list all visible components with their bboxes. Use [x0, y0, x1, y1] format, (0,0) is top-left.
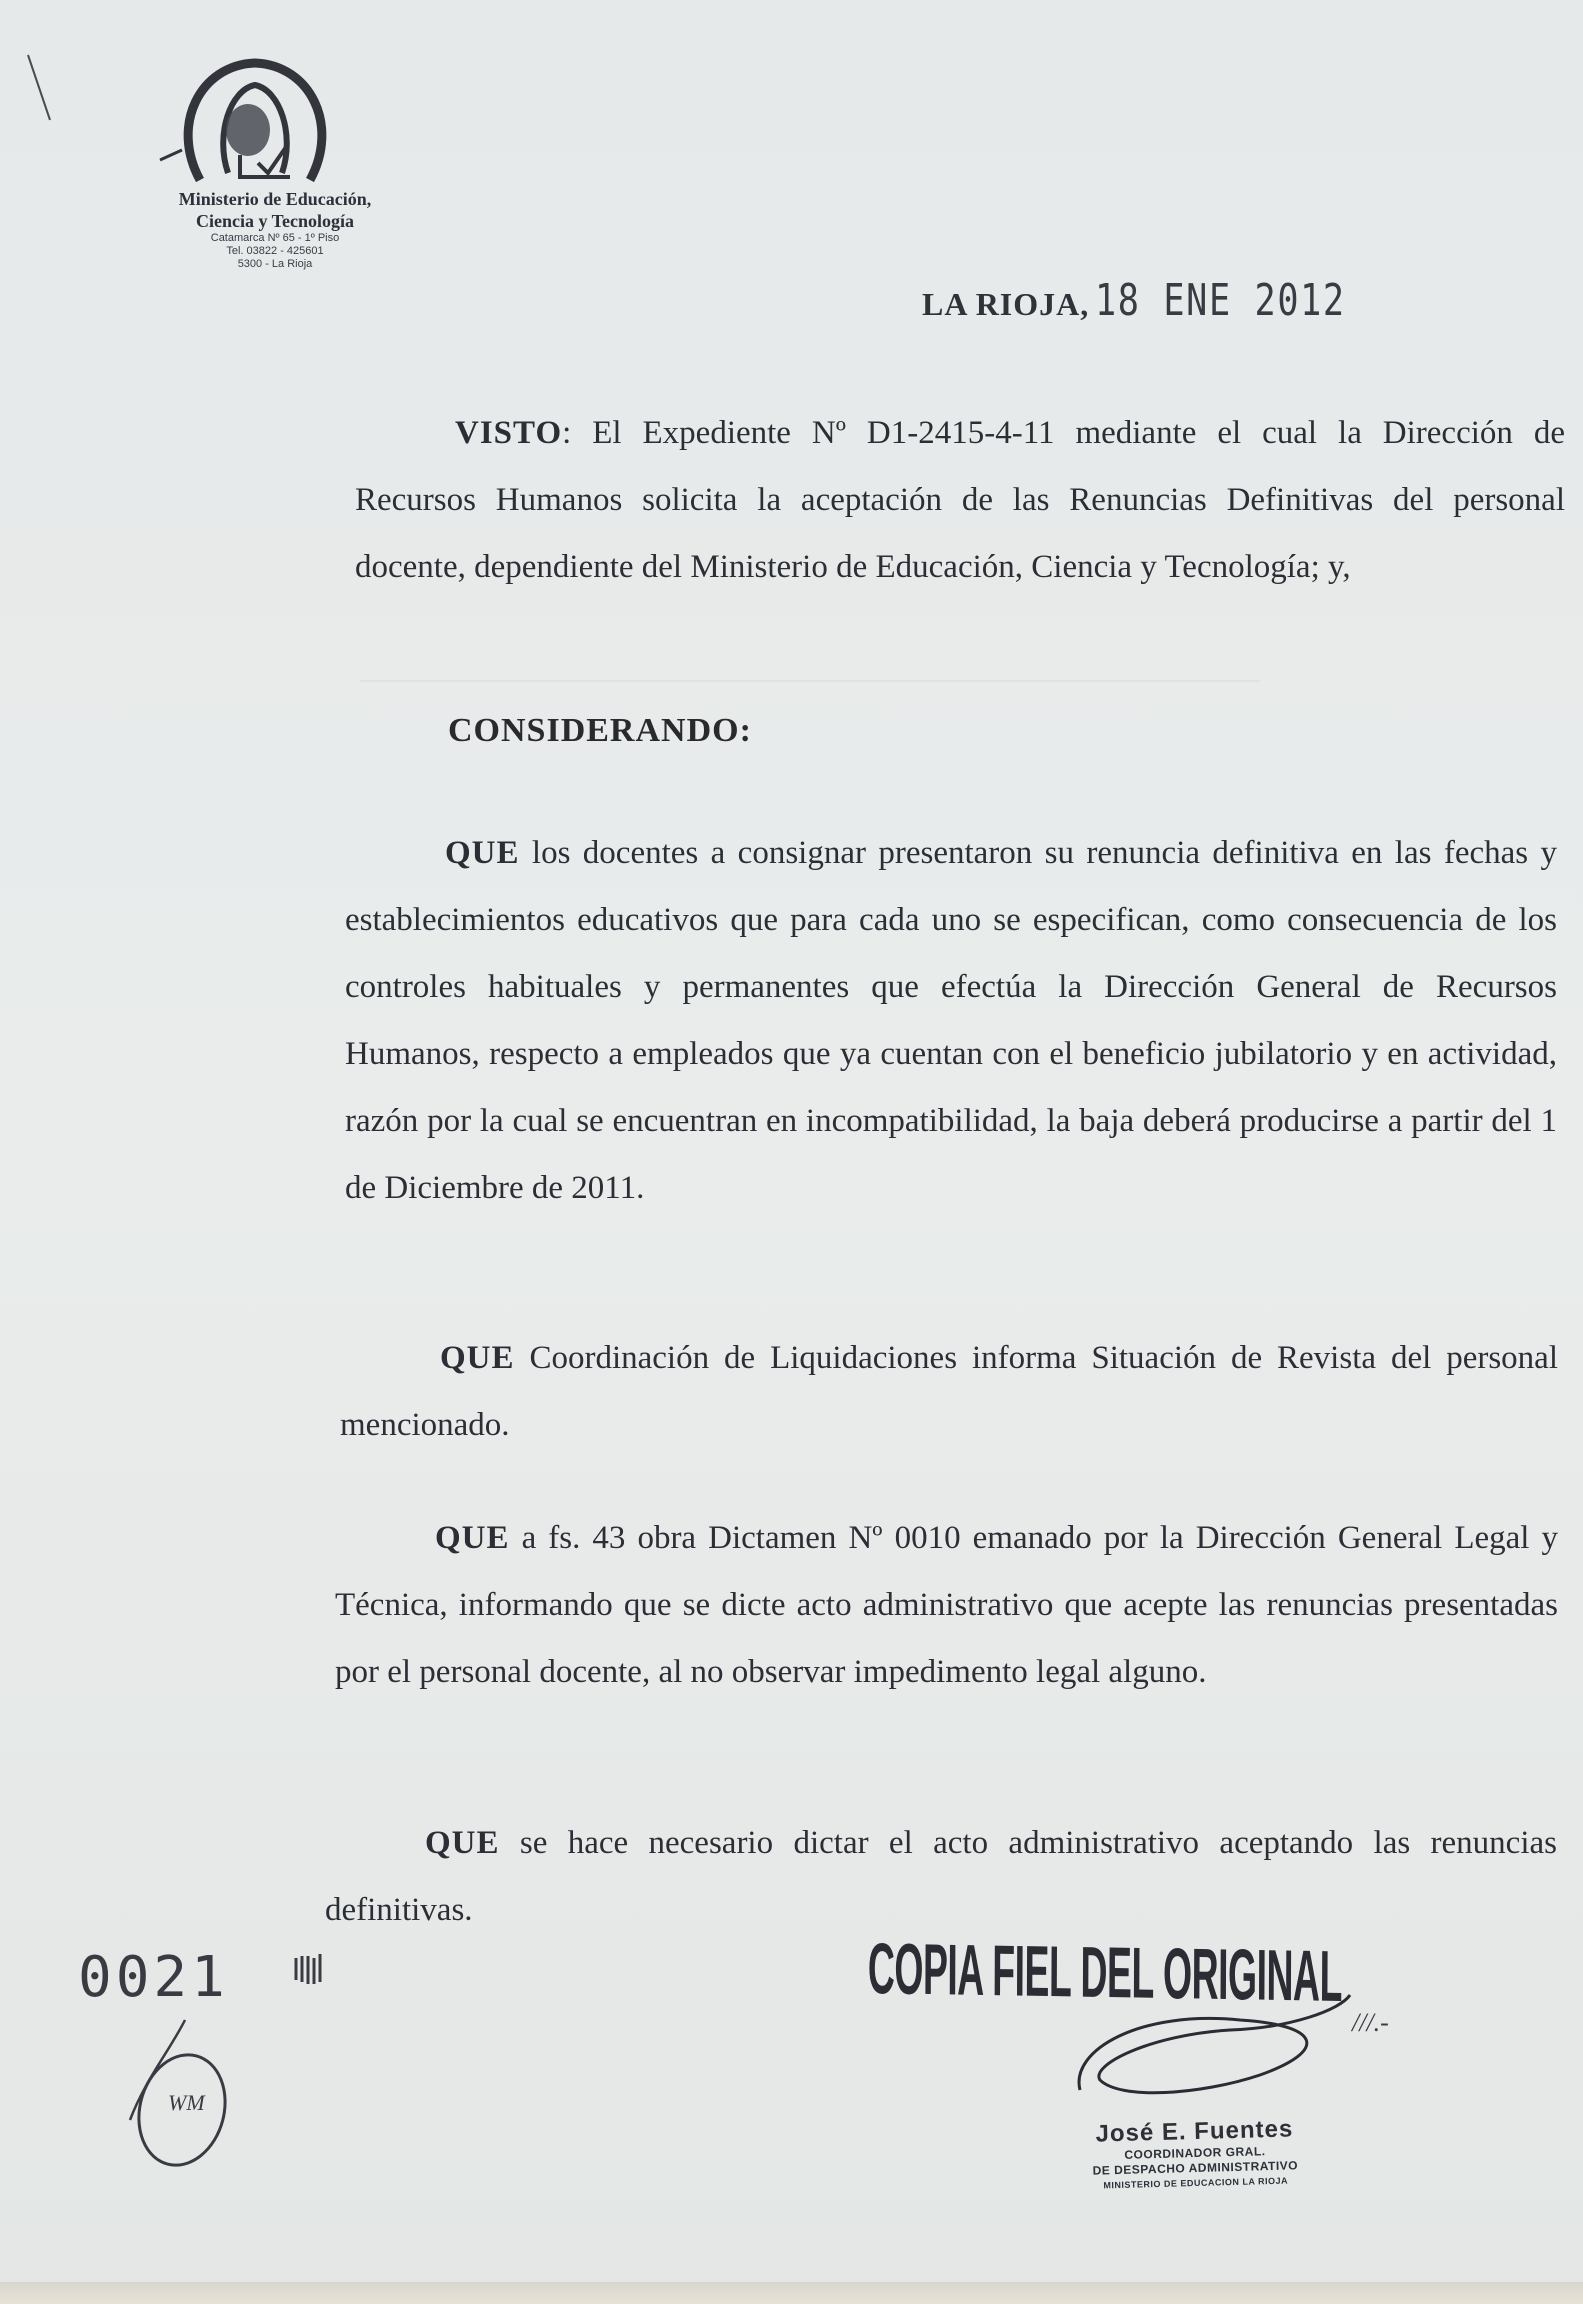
ministry-logo-icon — [140, 55, 370, 185]
que-paragraph-1 — [345, 820, 1557, 1222]
pen-scratch-mark — [20, 50, 80, 130]
que-paragraph-2 — [340, 1325, 1558, 1459]
signer-stamp — [1049, 2114, 1341, 2195]
que-text-4: se hace necesario dictar el acto administrativo aceptando las renuncias definitivas. — [325, 1825, 1557, 1928]
que-label-2: QUE — [440, 1340, 515, 1376]
continuation-mark: ///.- — [1352, 2008, 1389, 2037]
visto-label: VISTO — [455, 415, 563, 451]
que-label-4: QUE — [425, 1825, 500, 1861]
signer-title-2: DE DESPACHO ADMINISTRATIVO — [1092, 2158, 1299, 2178]
scan-bottom-edge — [0, 2282, 1583, 2304]
signature-icon — [1060, 1990, 1360, 2110]
ministry-address-line3: 5300 - La Rioja — [237, 258, 313, 270]
ministry-address-line1: Catamarca Nº 65 - 1º Piso — [210, 232, 340, 244]
tally-mark-icon — [292, 1950, 332, 1990]
initials-circle-icon — [110, 2010, 250, 2170]
bleed-through-mark — [360, 680, 1260, 712]
considerando-heading: CONSIDERANDO: — [448, 712, 752, 749]
place-name: LA RIOJA, — [922, 286, 1090, 322]
que-label-3: QUE — [435, 1520, 510, 1556]
que-paragraph-3 — [335, 1505, 1558, 1706]
que-label-1: QUE — [445, 835, 520, 871]
folio-number-stamp: 0021 — [78, 1945, 229, 2010]
que-paragraph-4 — [325, 1810, 1557, 1944]
ministry-header — [110, 188, 440, 271]
ministry-address-line2: Tel. 03822 - 425601 — [226, 245, 324, 257]
initials-text: WM — [168, 2090, 205, 2115]
signer-name: José E. Fuentes — [1095, 2115, 1294, 2148]
certified-copy-stamp: COPIA FIEL DEL ORIGINAL — [867, 1929, 1343, 2017]
ministry-name-line1: Ministerio de Educación, — [178, 189, 372, 209]
visto-paragraph — [355, 400, 1565, 601]
que-text-3: a fs. 43 obra Dictamen Nº 0010 emanado por la Dirección General Legal y Técnica, informando que se dicte acto administrativo que acepte las renuncias presentadas por el personal docente, al no observar impedimento legal alguno. — [335, 1520, 1558, 1690]
que-text-1: los docentes a consignar presentaron su renuncia definitiva en las fechas y establecimientos educativos que para cada uno se especifican, como consecuencia de los controles habituales y permanentes que efectúa la Dirección General de Recursos Humanos, respecto a empleados que ya cuentan con el beneficio jubilatorio y en actividad, razón por la cual se encuentran en incompatibilidad, la baja deberá producirse a partir del 1 de Diciembre de 2011. — [345, 835, 1557, 1206]
signer-title-1: COORDINADOR GRAL. — [1124, 2144, 1266, 2162]
ministry-name-line2: Ciencia y Tecnología — [195, 211, 354, 231]
que-text-2: Coordinación de Liquidaciones informa Situación de Revista del personal mencionado. — [340, 1340, 1558, 1443]
date-stamp: 18 ENE 2012 — [1095, 275, 1346, 326]
signer-title-3: MINISTERIO DE EDUCACION LA RIOJA — [1103, 2175, 1289, 2191]
date-line — [922, 275, 1409, 326]
visto-text: : El Expediente Nº D1-2415-4-11 mediante el cual la Dirección de Recursos Humanos solicita la aceptación de las Renuncias Definitivas del personal docente, dependiente del Ministerio de Educación, Ciencia y Tecnología; y, — [355, 415, 1565, 585]
